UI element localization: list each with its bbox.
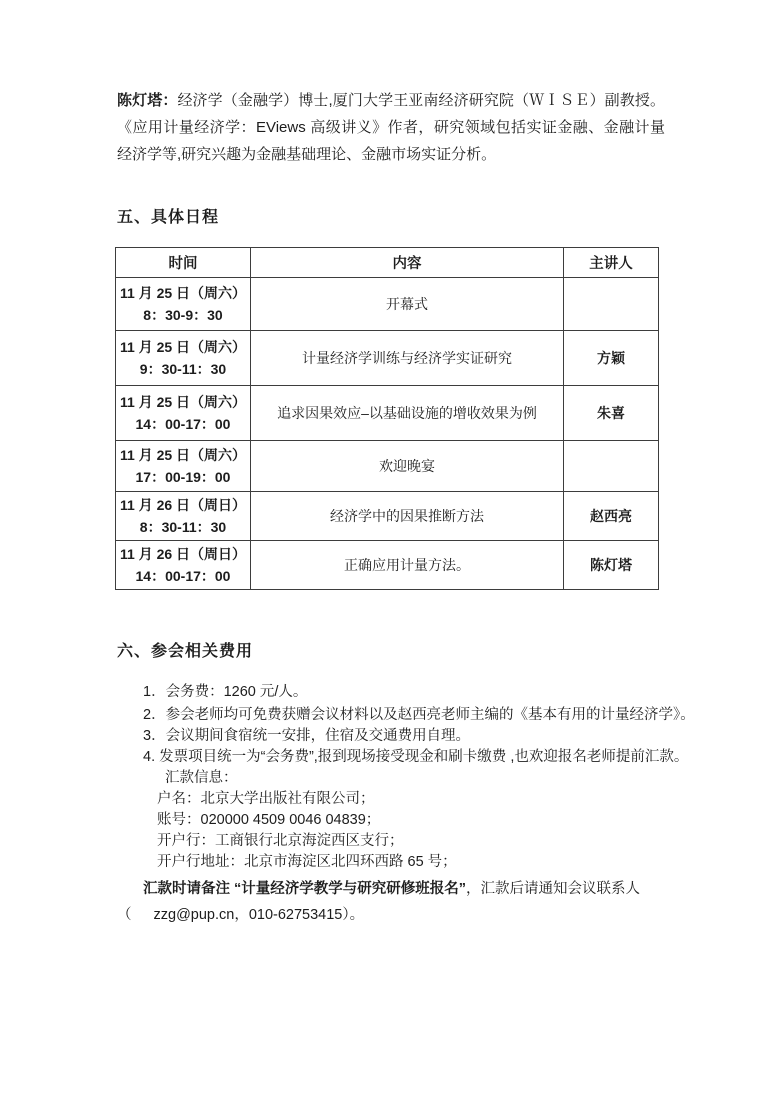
col-header-speaker: 主讲人	[564, 248, 659, 278]
content-cell: 追求因果效应–以基础设施的增收效果为例	[251, 386, 564, 441]
content-cell: 正确应用计量方法。	[251, 541, 564, 590]
col-header-content: 内容	[251, 248, 564, 278]
date-text: 11 月 25 日（周六）	[120, 339, 247, 355]
time-text: 14：00-17：00	[135, 416, 231, 432]
fee-item-3: 3．会议期间食宿统一安排，住宿及交通费用自理。	[143, 728, 471, 744]
intro-paragraph	[117, 87, 665, 168]
speaker-cell: 朱喜	[564, 386, 659, 441]
time-cell	[116, 331, 251, 386]
speaker-cell	[564, 441, 659, 492]
schedule-row	[116, 386, 659, 441]
schedule-row	[116, 492, 659, 541]
content-cell: 欢迎晚宴	[251, 441, 564, 492]
date-text: 11 月 25 日（周六）	[120, 447, 247, 463]
time-text: 17：00-19：00	[135, 469, 231, 485]
remittance-account-number: 账号：020000 4509 0046 04839；	[157, 812, 381, 828]
time-cell	[116, 278, 251, 331]
remittance-account-name: 户名：北京大学出版社有限公司；	[157, 791, 375, 807]
remittance-remark	[117, 877, 697, 901]
time-text: 8：30-9：30	[143, 307, 223, 323]
remittance-bank: 开户行：工商银行北京海淀西区支行；	[157, 833, 404, 849]
schedule-row	[116, 331, 659, 386]
schedule-header-row	[116, 248, 659, 278]
fees-section	[117, 682, 697, 928]
contact-line	[117, 903, 697, 927]
remittance-remark-bold: 汇款时请备注 “计量经济学教学与研究研修班报名”	[143, 881, 467, 897]
time-cell	[116, 386, 251, 441]
time-text: 9：30-11：30	[139, 361, 227, 377]
contact-paren: （	[117, 907, 132, 923]
schedule-row	[116, 541, 659, 590]
content-cell: 开幕式	[251, 278, 564, 331]
schedule-row	[116, 441, 659, 492]
fee-item-1: 1．会务费：1260 元/人。	[143, 684, 308, 700]
intro-text: 经济学（金融学）博士,厦门大学王亚南经济研究院（ＷＩＳＥ）副教授。《应用计量经济学：EViews 高级讲义》作者，研究领域包括实证金融、金融计量经济学等,研究兴趣为金融基础理论、金融市场实证分析。	[117, 92, 665, 163]
time-cell	[116, 441, 251, 492]
intro-lead: 陈灯塔：	[117, 92, 178, 109]
speaker-cell: 陈灯塔	[564, 541, 659, 590]
schedule-table	[115, 247, 659, 590]
section-heading-schedule: 五、具体日程	[117, 209, 220, 226]
speaker-cell: 方颖	[564, 331, 659, 386]
section-heading-fees: 六、参会相关费用	[117, 643, 254, 660]
time-text: 14：00-17：00	[135, 568, 231, 584]
date-text: 11 月 26 日（周日）	[120, 497, 247, 513]
contact-info: zzg@pup.cn，010-62753415）。	[153, 907, 365, 923]
speaker-cell	[564, 278, 659, 331]
date-text: 11 月 25 日（周六）	[120, 285, 247, 301]
date-text: 11 月 26 日（周日）	[120, 546, 247, 562]
time-cell	[116, 541, 251, 590]
content-cell: 经济学中的因果推断方法	[251, 492, 564, 541]
schedule-row	[116, 278, 659, 331]
fee-item-2: 2．参会老师均可免费获赠会议材料以及赵西亮老师主编的《基本有用的计量经济学》。	[143, 707, 695, 723]
col-header-time: 时间	[116, 248, 251, 278]
speaker-cell: 赵西亮	[564, 492, 659, 541]
content-cell: 计量经济学训练与经济学实证研究	[251, 331, 564, 386]
remittance-info-label: 汇款信息：	[165, 770, 238, 786]
date-text: 11 月 25 日（周六）	[120, 394, 247, 410]
time-cell	[116, 492, 251, 541]
time-text: 8：30-11：30	[139, 519, 227, 535]
remittance-remark-rest: ，汇款后请通知会议联系人	[466, 881, 641, 897]
remittance-bank-address: 开户行地址：北京市海淀区北四环西路 65 号；	[157, 854, 457, 870]
fee-item-4: 4. 发票项目统一为“会务费”,报到现场接受现金和刷卡缴费 ,也欢迎报名老师提前汇款。	[143, 749, 689, 765]
